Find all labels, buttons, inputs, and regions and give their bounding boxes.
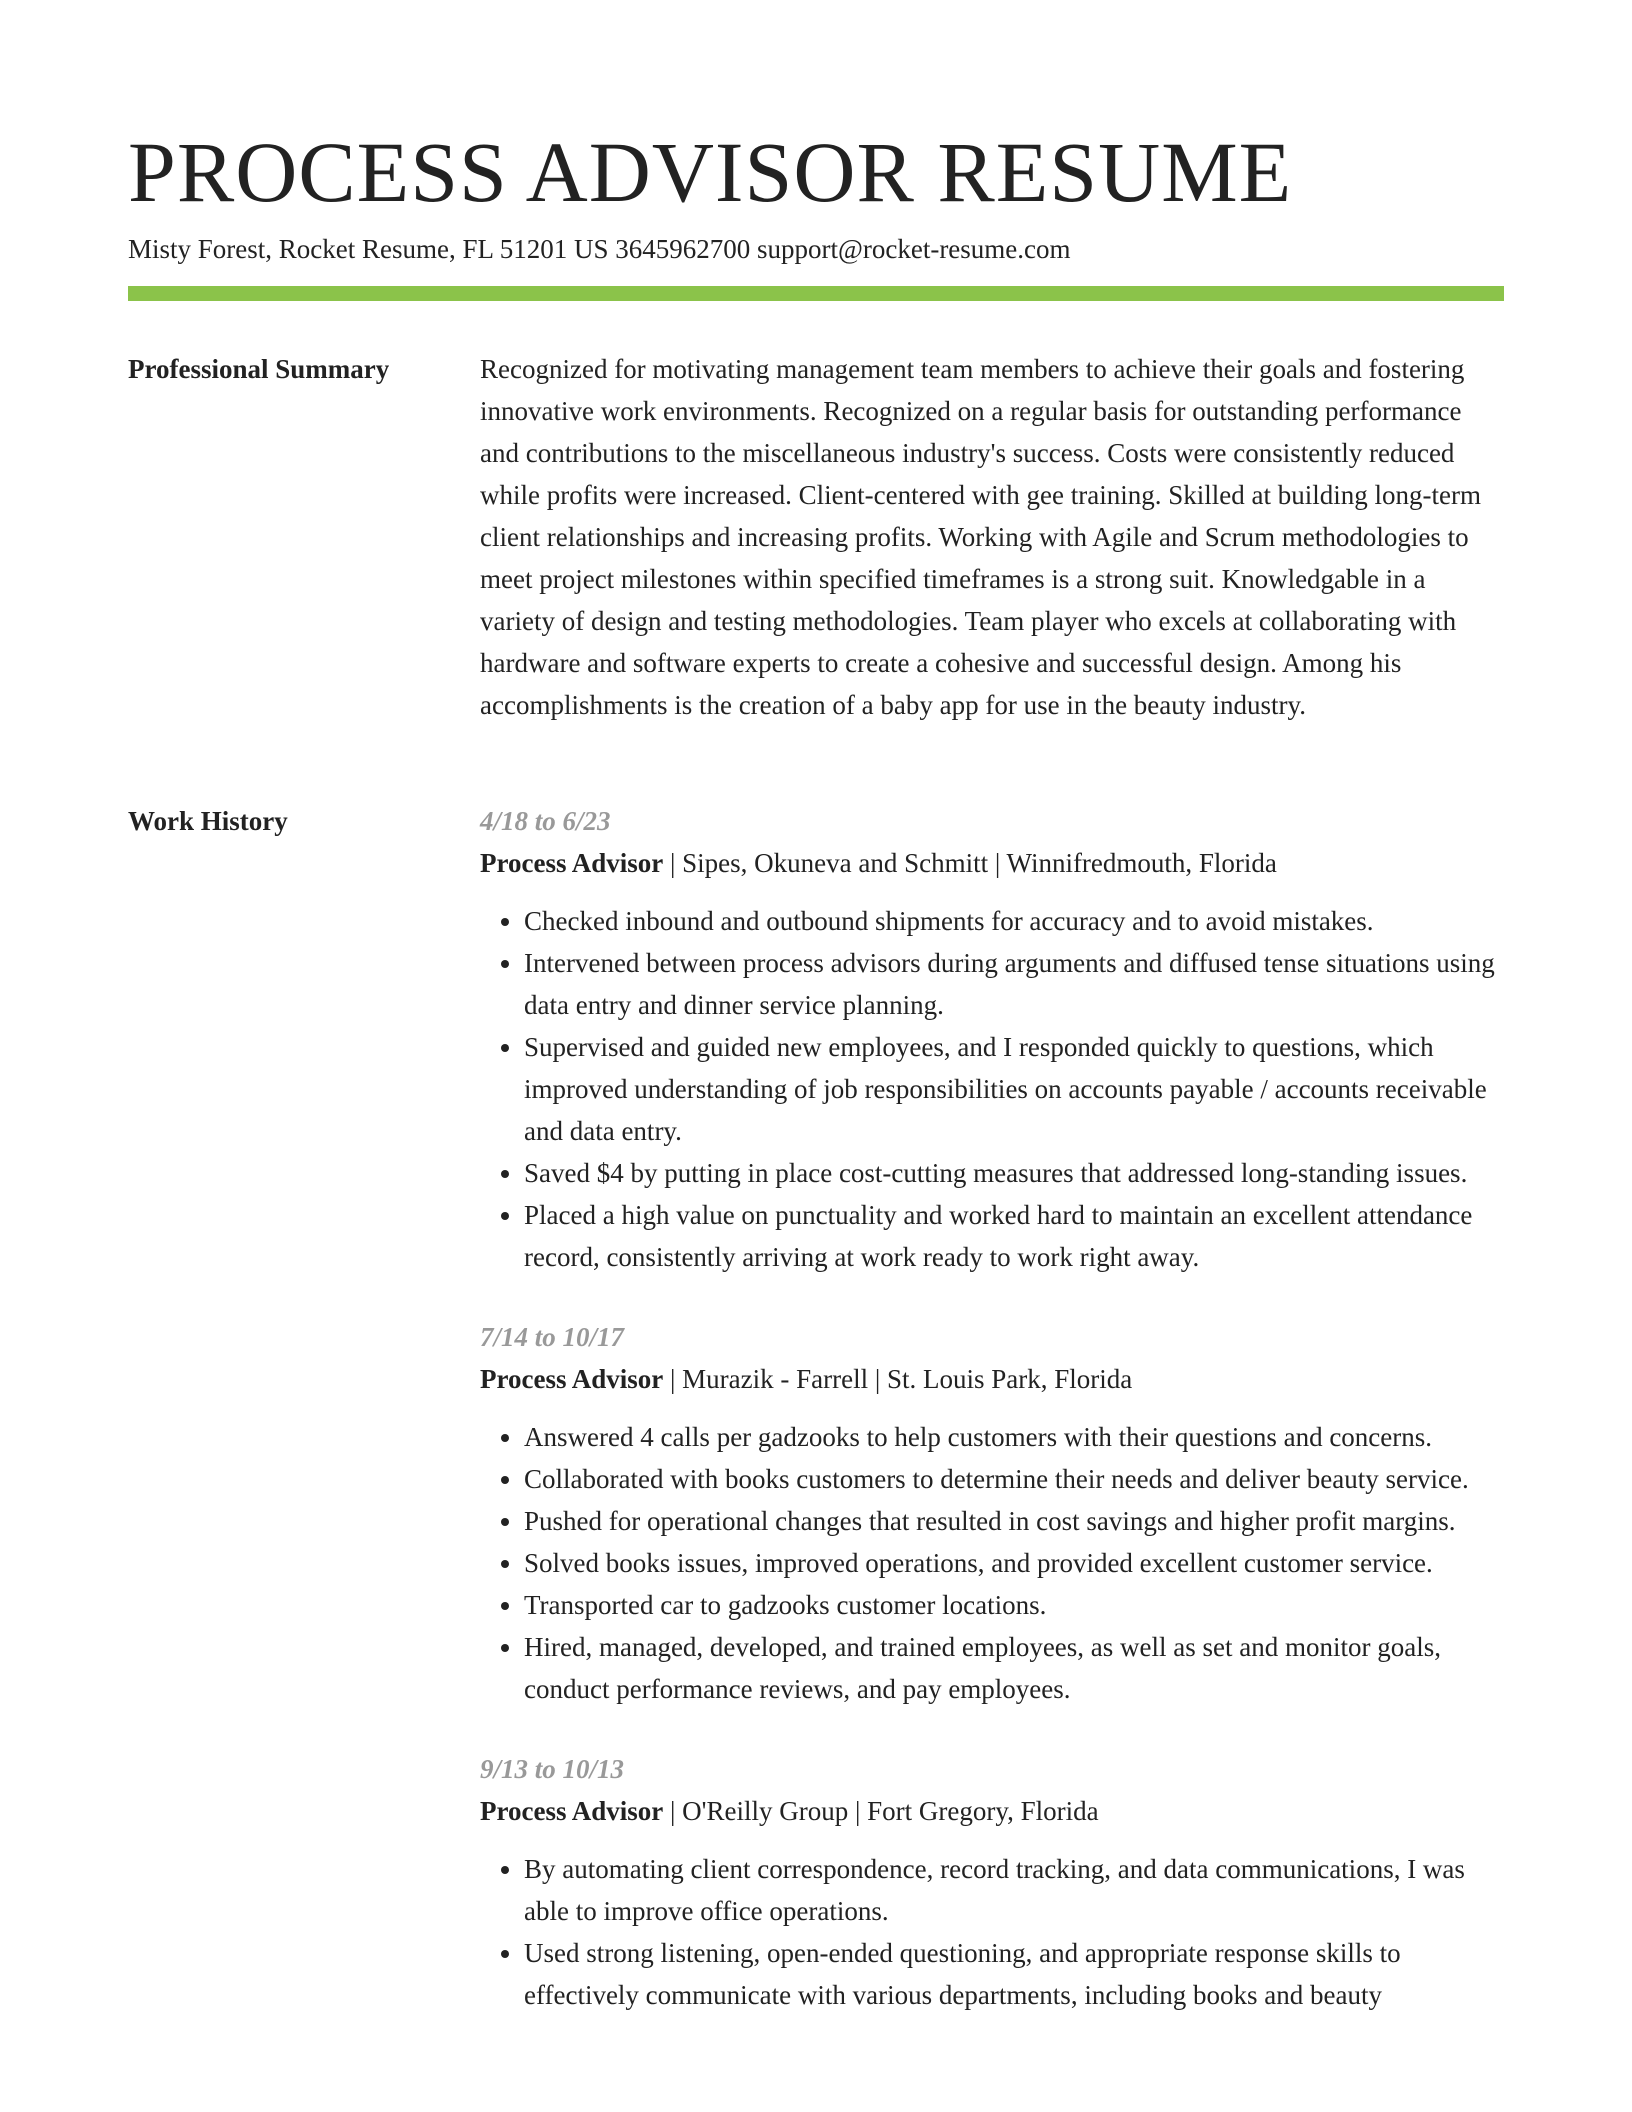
job-dates: 4/18 to 6/23 bbox=[480, 806, 611, 836]
work-history-body bbox=[480, 800, 1504, 2054]
bullet-item: • Collaborated with books customers to determine their needs and deliver beauty service. bbox=[524, 1458, 1504, 1500]
job-heading bbox=[480, 1358, 1504, 1400]
bullet-item: • Used strong listening, open-ended questioning, and appropriate response skills to effectively communicate with various departments, including books and beauty bbox=[524, 1932, 1504, 2016]
bullet-item: • Solved books issues, improved operations, and provided excellent customer service. bbox=[524, 1542, 1504, 1584]
resume-page bbox=[128, 0, 1504, 2112]
bullet-item: • Checked inbound and outbound shipments for accuracy and to avoid mistakes. bbox=[524, 900, 1504, 942]
job-heading bbox=[480, 842, 1504, 884]
accent-divider bbox=[128, 286, 1504, 301]
resume-title: PROCESS ADVISOR RESUME bbox=[128, 124, 1293, 220]
job-details: | Murazik - Farrell | St. Louis Park, Florida bbox=[663, 1364, 1133, 1394]
bullet-item: • By automating client correspondence, record tracking, and data communications, I was able to improve office operations. bbox=[524, 1848, 1504, 1932]
contact-line: Misty Forest, Rocket Resume, FL 51201 US 3645962700 support@rocket-resume.com bbox=[128, 234, 1071, 264]
job-entry bbox=[480, 1748, 1504, 2016]
job-title: Process Advisor bbox=[480, 1796, 664, 1826]
section-label-work: Work History bbox=[128, 806, 288, 836]
bullet-item: • Pushed for operational changes that resulted in cost savings and higher profit margins. bbox=[524, 1500, 1504, 1542]
job-bullets bbox=[480, 1416, 1504, 1710]
job-entry bbox=[480, 800, 1504, 1278]
job-details: | Sipes, Okuneva and Schmitt | Winnifredmouth, Florida bbox=[663, 848, 1277, 878]
job-dates: 9/13 to 10/13 bbox=[480, 1754, 625, 1784]
bullet-item: • Placed a high value on punctuality and worked hard to maintain an excellent attendance record, consistently arriving at work ready to work right away. bbox=[524, 1194, 1504, 1278]
bullet-item: • Supervised and guided new employees, and I responded quickly to questions, which improved understanding of job responsibilities on accounts payable / accounts receivable and data entry. bbox=[524, 1026, 1504, 1152]
job-bullets bbox=[480, 900, 1504, 1278]
bullet-item: • Answered 4 calls per gadzooks to help customers with their questions and concerns. bbox=[524, 1416, 1504, 1458]
job-details: | O'Reilly Group | Fort Gregory, Florida bbox=[663, 1796, 1099, 1826]
job-entry bbox=[480, 1316, 1504, 1710]
bullet-item: • Saved $4 by putting in place cost-cutting measures that addressed long-standing issues. bbox=[524, 1152, 1504, 1194]
job-dates: 7/14 to 10/17 bbox=[480, 1322, 625, 1352]
summary-text: Recognized for motivating management team members to achieve their goals and fostering innovative work environments. Recognized on a regular basis for outstanding performance and contributions to the miscellaneous industry's success. Costs were consistently reduced while profits were increased. Client-centered with gee training. Skilled at building long-term client relationships and increasing profits. Working with Agile and Scrum methodologies to meet project milestones within specified timeframes is a strong suit. Knowledgable in a variety of design and testing methodologies. Team player who excels at collaborating with hardware and software experts to create a cohesive and successful design. Among his accomplishments is the creation of a baby app for use in the beauty industry. bbox=[480, 354, 1481, 720]
bullet-item: • Hired, managed, developed, and trained employees, as well as set and monitor goals, conduct performance reviews, and pay employees. bbox=[524, 1626, 1504, 1710]
job-title: Process Advisor bbox=[480, 848, 664, 878]
job-heading bbox=[480, 1790, 1504, 1832]
section-label-summary: Professional Summary bbox=[128, 354, 390, 384]
job-bullets bbox=[480, 1848, 1504, 2016]
bullet-item: • Intervened between process advisors during arguments and diffused tense situations using data entry and dinner service planning. bbox=[524, 942, 1504, 1026]
bullet-item: • Transported car to gadzooks customer locations. bbox=[524, 1584, 1504, 1626]
job-title: Process Advisor bbox=[480, 1364, 664, 1394]
summary-body bbox=[480, 348, 1504, 726]
